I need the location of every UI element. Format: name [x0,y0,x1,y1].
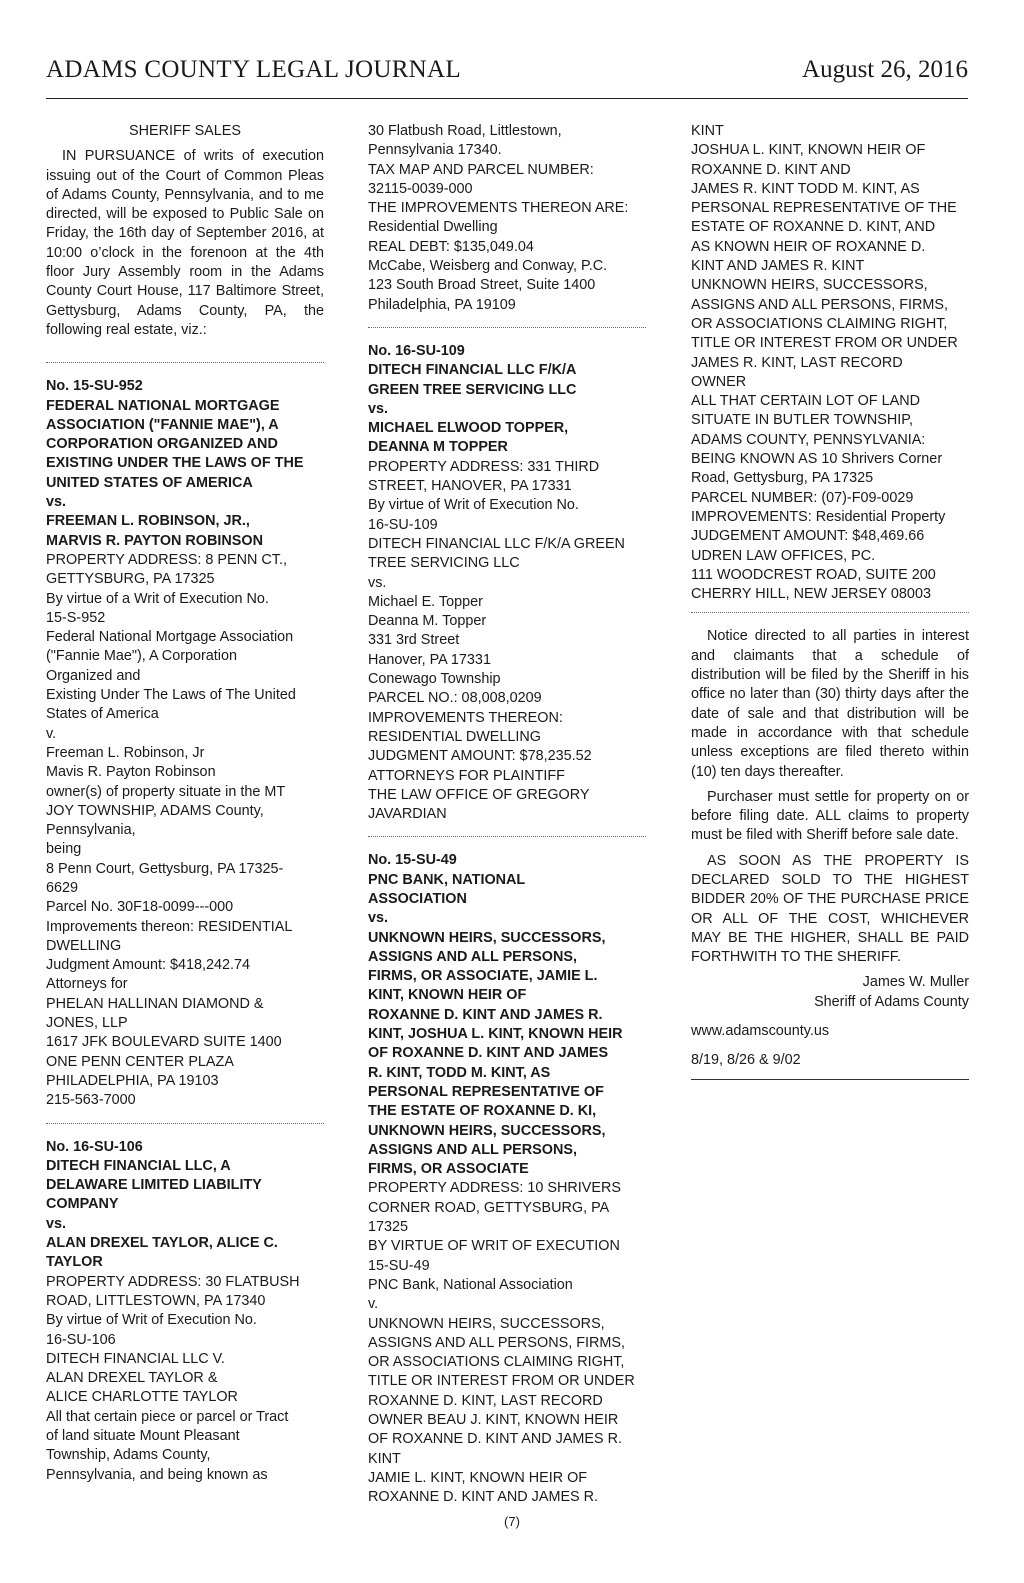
text-line: JUDGMENT AMOUNT: $78,235.52 [368,748,592,765]
text-line: Pennsylvania 17340. [368,142,502,159]
listing-heading [368,342,646,458]
text-line: PHILADELPHIA, PA 19103 [46,1072,219,1089]
text-line: owner(s) of property situate in the MT [46,783,286,800]
text-line: Attorneys for [46,976,128,993]
text-line: THE LAW OFFICE OF GREGORY [368,786,590,803]
text-line: ADAMS COUNTY, PENNSYLVANIA: [691,431,926,448]
text-line: UDREN LAW OFFICES, PC. [691,547,876,564]
text-line: Conewago Township [368,671,501,688]
text-line: Parcel No. 30F18-0099---000 [46,899,234,916]
text-line: Pennsylvania, [46,822,136,839]
text-line: KINT, KNOWN HEIR OF [368,987,527,1004]
text-line: No. 16-SU-109 [368,342,465,359]
listing-body [46,551,324,1111]
text-line: 123 South Broad Street, Suite 1400 [368,277,596,294]
text-line: 15-S-952 [46,609,106,626]
text-line: KINT [691,123,724,139]
text-line: SITUATE IN BUTLER TOWNSHIP, [691,412,914,429]
text-line: ASSIGNS AND ALL PERSONS, [368,948,577,965]
text-line: JUDGEMENT AMOUNT: $48,469.66 [691,528,925,545]
text-line: RESIDENTIAL DWELLING [368,728,541,745]
text-line: No. 15-SU-49 [368,852,457,869]
text-line: TITLE OR INTEREST FROM OR UNDER [368,1373,635,1390]
text-line: DEANNA M TOPPER [368,439,508,456]
text-line: 1617 JFK BOULEVARD SUITE 1400 [46,1034,282,1051]
text-line: 6629 [46,879,79,896]
text-line: R. KINT, TODD M. KINT, AS [368,1064,551,1081]
text-line: CORNER ROAD, GETTYSBURG, PA [368,1199,610,1216]
text-line: MARVIS R. PAYTON ROBINSON [46,532,263,549]
text-line: Pennsylvania, and being known as [46,1466,268,1483]
text-line: All that certain piece or parcel or Tract [46,1408,289,1425]
text-line: Hanover, PA 17331 [368,651,491,668]
text-line: ALAN DREXEL TAYLOR & [46,1370,218,1387]
text-line: ROXANNE D. KINT AND JAMES R. [368,1489,599,1506]
text-line: BY VIRTUE OF WRIT OF EXECUTION [368,1238,620,1255]
text-line: REAL DEBT: $135,049.04 [368,238,534,255]
text-line: ROXANNE D. KINT AND JAMES R. [368,1006,603,1023]
text-line: Road, Gettysburg, PA 17325 [691,470,874,487]
text-line: PROPERTY ADDRESS: 10 SHRIVERS [368,1180,621,1197]
text-line: THE IMPROVEMENTS THEREON ARE: [368,200,629,217]
text-line: v. [368,1296,379,1313]
text-line: ATTORNEYS FOR PLAINTIFF [368,767,565,784]
text-line: PNC Bank, National Association [368,1276,573,1293]
text-line: ONE PENN CENTER PLAZA [46,1053,234,1070]
column-2 [368,122,646,1507]
text-line: being [46,841,82,858]
text-line: OWNER [691,373,747,390]
text-line: 16-SU-106 [46,1331,116,1348]
text-line: PNC BANK, NATIONAL [368,871,526,888]
text-line: ASSIGNS AND ALL PERSONS, [368,1141,577,1158]
text-line: KINT, JOSHUA L. KINT, KNOWN HEIR [368,1026,623,1043]
sheriff-name: James W. Muller [862,974,969,991]
text-line: ALICE CHARLOTTE TAYLOR [46,1389,238,1406]
text-line: KINT [368,1450,401,1467]
text-line: DITECH FINANCIAL LLC, A [46,1157,231,1174]
text-line: ALAN DREXEL TAYLOR, ALICE C. [46,1235,278,1252]
text-line: CHERRY HILL, NEW JERSEY 08003 [691,586,931,603]
payment-notice: AS SOON AS THE PROPERTY IS DECLARED SOLD TO THE HIGHEST BIDDER 20% OF THE PURCHASE PRICE OR ALL OF THE COST, WHICHEVER MAY BE THE HIGHER, SHALL BE PAID FORTHWITH TO THE SHERIFF. [691,852,969,966]
text-line: Residential Dwelling [368,219,498,236]
text-line: ESTATE OF ROXANNE D. KINT, AND [691,219,936,236]
text-line: COMPANY [46,1196,119,1213]
text-line: UNITED STATES OF AMERICA [46,474,253,491]
text-line: GREEN TREE SERVICING LLC [368,381,577,398]
text-line: UNKNOWN HEIRS, SUCCESSORS, [368,1315,605,1332]
text-line: 30 Flatbush Road, Littlestown, [368,123,562,139]
text-line: MICHAEL ELWOOD TOPPER, [368,420,569,437]
column-1 [46,122,324,1485]
text-line: 32115-0039-000 [368,180,473,197]
text-line: ASSIGNS AND ALL PERSONS, FIRMS, [368,1334,625,1351]
text-line: Existing Under The Laws of The United [46,687,296,704]
text-line: v. [46,725,57,742]
text-line: 111 WOODCREST ROAD, SUITE 200 [691,566,936,583]
text-line: PERSONAL REPRESENTATIVE OF THE [691,200,957,217]
text-line: JAMIE L. KINT, KNOWN HEIR OF [368,1469,588,1486]
text-line: States of America [46,706,159,723]
text-line: DITECH FINANCIAL LLC F/K/A GREEN [368,535,625,552]
intro-paragraph: IN PURSUANCE of writs of execution issuing out of the Court of Common Pleas of Adams County, Pennsylvania, and to me directed, will be exposed to Public Sale on Friday, the 16th day of September 2016, at 10:00 o’clock in the forenoon at the 4th floor Jury Assembly room in the Adams County Court House, 117 Baltimore Street, Gettysburg, Adams County, PA, the following real estate, viz.: [46,148,324,338]
text-line: PHELAN HALLINAN DIAMOND & [46,995,264,1012]
sheriff-title: Sheriff of Adams County [814,993,969,1010]
text-line: FIRMS, OR ASSOCIATE, JAMIE L. [368,968,598,985]
text-line: JAMES R. KINT TODD M. KINT, AS [691,180,920,197]
listing-body [368,458,646,825]
listing-heading [46,377,324,551]
text-line: PARCEL NO.: 08,008,0209 [368,690,542,707]
text-line: STREET, HANOVER, PA 17331 [368,478,572,495]
text-line: OR ASSOCIATIONS CLAIMING RIGHT, [691,315,948,332]
text-line: vs. [46,494,67,511]
end-rule [691,1079,969,1080]
text-line: 331 3rd Street [368,632,460,649]
settlement-notice: Purchaser must settle for property on or before filing date. ALL claims to property must be filed with Sheriff before sale date. [691,788,969,844]
text-line: OF ROXANNE D. KINT AND JAMES [368,1045,609,1062]
text-line: Township, Adams County, [46,1447,211,1464]
text-line: PROPERTY ADDRESS: 30 FLATBUSH [46,1273,300,1290]
text-line: PARCEL NUMBER: (07)-F09-0029 [691,489,914,506]
distribution-notice: Notice directed to all parties in interest and claimants that a schedule of distribution will be filed by the Sheriff in his office no later than (30) thirty days after the date of sale and that distribution will be made in accordance with that schedule unless exceptions are filed thereto within (10) ten days thereafter. [691,628,969,780]
listing-heading [368,851,646,1179]
text-line: BEING KNOWN AS 10 Shrivers Corner [691,451,943,468]
text-line: FIRMS, OR ASSOCIATE [368,1161,529,1178]
issue-date: August 26, 2016 [802,56,968,83]
text-line: UNKNOWN HEIRS, SUCCESSORS, [368,1122,606,1139]
text-line: Mavis R. Payton Robinson [46,764,216,781]
listing-body [368,1179,646,1507]
text-line: of land situate Mount Pleasant [46,1428,240,1444]
text-line: vs. [368,910,389,927]
text-line: JOY TOWNSHIP, ADAMS County, [46,802,264,819]
text-line: PROPERTY ADDRESS: 8 PENN CT., [46,551,287,568]
text-line: ASSOCIATION [368,890,467,907]
text-line: KINT AND JAMES R. KINT [691,258,865,275]
page-header [46,52,968,99]
text-line: FEDERAL NATIONAL MORTGAGE [46,397,280,414]
text-line: IMPROVEMENTS THEREON: [368,709,563,726]
text-line: TITLE OR INTEREST FROM OR UNDER [691,335,958,352]
listing-body [46,1273,324,1485]
text-line: Organized and [46,667,141,684]
text-line: vs. [368,400,389,417]
separator [691,612,969,613]
text-line: UNKNOWN HEIRS, SUCCESSORS, [368,929,606,946]
section-heading: SHERIFF SALES [129,123,241,139]
text-line: ROAD, LITTLESTOWN, PA 17340 [46,1292,266,1309]
text-line: PERSONAL REPRESENTATIVE OF [368,1083,604,1100]
text-line: TREE SERVICING LLC [368,555,520,572]
text-line: 8 Penn Court, Gettysburg, PA 17325- [46,860,284,877]
text-line: vs. [46,1215,67,1232]
text-line: No. 15-SU-952 [46,378,143,395]
text-line: PROPERTY ADDRESS: 331 THIRD [368,458,600,475]
text-line: ASSOCIATION ("FANNIE MAE"), A [46,416,279,433]
text-line: vs. [368,574,387,591]
text-line: TAYLOR [46,1254,103,1271]
website-link[interactable]: www.adamscounty.us [691,1023,830,1040]
page-number: (7) [504,1514,520,1529]
text-line: ROXANNE D. KINT AND [691,161,851,178]
listing-heading [46,1138,324,1273]
text-line: ASSIGNS AND ALL PERSONS, FIRMS, [691,296,948,313]
text-line: JOSHUA L. KINT, KNOWN HEIR OF [691,142,926,159]
text-line: By virtue of a Writ of Execution No. [46,590,269,607]
text-line: UNKNOWN HEIRS, SUCCESSORS, [691,277,928,294]
text-line: DELAWARE LIMITED LIABILITY [46,1177,262,1194]
text-line: ROXANNE D. KINT, LAST RECORD [368,1392,603,1409]
text-line: DITECH FINANCIAL LLC F/K/A [368,362,577,379]
listing-body-continued [368,122,646,315]
separator [46,1123,324,1124]
listing-body-continued [691,122,969,604]
text-line: 16-SU-109 [368,516,438,533]
text-line: Improvements thereon: RESIDENTIAL [46,918,293,935]
text-line: ALL THAT CERTAIN LOT OF LAND [691,393,920,410]
text-line: CORPORATION ORGANIZED AND [46,436,278,453]
text-line: TAX MAP AND PARCEL NUMBER: [368,161,594,178]
text-line: AS KNOWN HEIR OF ROXANNE D. [691,238,926,255]
text-line: EXISTING UNDER THE LAWS OF THE [46,455,304,472]
text-line: Judgment Amount: $418,242.74 [46,957,251,974]
separator [368,836,646,837]
text-line: By virtue of Writ of Execution No. [368,497,579,514]
text-line: OWNER BEAU J. KINT, KNOWN HEIR [368,1412,619,1428]
text-line: Philadelphia, PA 19109 [368,296,516,313]
text-line: IMPROVEMENTS: Residential Property [691,508,946,525]
text-line: JONES, LLP [46,1015,128,1032]
text-line: By virtue of Writ of Execution No. [46,1312,257,1329]
separator [46,362,324,363]
text-line: THE ESTATE OF ROXANNE D. KI, [368,1103,597,1120]
text-line: OF ROXANNE D. KINT AND JAMES R. [368,1431,623,1448]
text-line: DITECH FINANCIAL LLC V. [46,1350,225,1367]
text-line: 17325 [368,1219,409,1236]
text-line: Michael E. Topper [368,593,483,610]
text-line: 15-SU-49 [368,1257,430,1274]
text-line: Freeman L. Robinson, Jr [46,744,205,761]
text-line: Federal National Mortgage Association [46,629,294,646]
text-line: 215-563-7000 [46,1092,136,1109]
text-line: McCabe, Weisberg and Conway, P.C. [368,258,608,275]
column-3 [691,122,969,1080]
text-line: JAMES R. KINT, LAST RECORD [691,354,903,371]
text-line: OR ASSOCIATIONS CLAIMING RIGHT, [368,1354,625,1371]
run-dates: 8/19, 8/26 & 9/02 [691,1052,801,1069]
journal-title: ADAMS COUNTY LEGAL JOURNAL [46,56,461,83]
text-line: JAVARDIAN [368,806,447,823]
text-line: FREEMAN L. ROBINSON, JR., [46,513,250,530]
text-line: Deanna M. Topper [368,613,487,630]
text-line: No. 16-SU-106 [46,1138,143,1155]
separator [368,327,646,328]
text-line: DWELLING [46,937,122,954]
text-line: GETTYSBURG, PA 17325 [46,571,215,588]
text-line: ("Fannie Mae"), A Corporation [46,648,237,665]
